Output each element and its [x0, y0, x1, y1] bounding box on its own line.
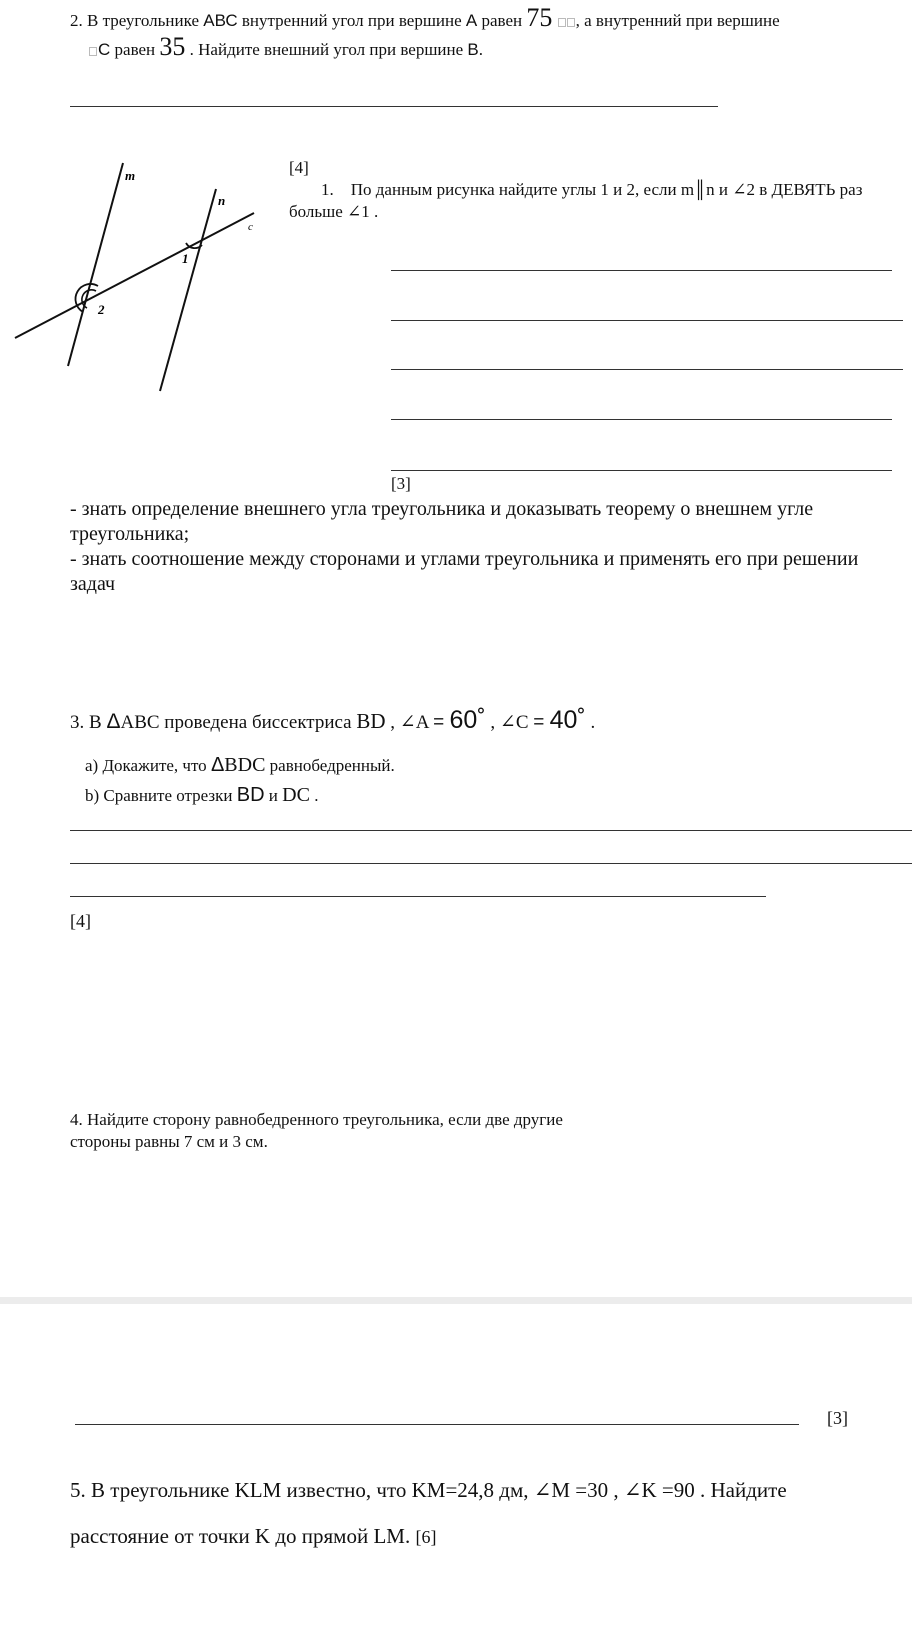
label-2: 2 — [98, 302, 105, 317]
task2-line1: 2. В треугольнике АВС внутренний угол при вершине А равен 75 , а внутренний при вершине — [70, 3, 780, 32]
label-n: n — [218, 193, 226, 208]
answer-line[interactable] — [391, 369, 903, 370]
task1-score-above: [4] — [289, 158, 309, 177]
label-m: m — [125, 168, 136, 183]
page-break — [0, 1297, 912, 1304]
line-c — [15, 213, 254, 338]
line-n — [160, 189, 216, 391]
task1-statement: 1. По данным рисунка найдите углы 1 и 2, если m║n и ∠2 в ДЕВЯТЬ раз больше ∠1 . — [289, 180, 863, 221]
task1-score: [3] — [391, 474, 411, 493]
line-m — [68, 163, 123, 366]
task4-line2: стороны равны 7 см и 3 см. — [70, 1132, 268, 1151]
label-1: 1 — [182, 251, 189, 266]
answer-line[interactable] — [391, 270, 892, 271]
answer-line[interactable] — [70, 830, 912, 831]
answer-line[interactable] — [391, 320, 903, 321]
answer-line[interactable] — [391, 419, 892, 420]
task3-score: [4] — [70, 911, 91, 931]
answer-line[interactable] — [70, 863, 912, 864]
task3-part-a: a) Докажите, что ΔBDC равнобедренный. — [85, 754, 395, 776]
placeholder-box-icon — [567, 18, 575, 27]
task5-score: [6] — [415, 1527, 437, 1547]
objective-1: - знать определение внешнего угла треугольника и доказывать теорему о внешнем угле треугольника; — [70, 498, 814, 545]
task5-line2: расстояние от точки K до прямой LM. [6] — [70, 1524, 437, 1548]
answer-line[interactable] — [70, 106, 718, 107]
answer-line[interactable] — [70, 896, 766, 897]
task5-line1: 5. В треугольнике KLM известно, что KM=24,8 дм, ∠M =30 , ∠K =90 . Найдите — [70, 1478, 787, 1502]
task4-score: [3] — [827, 1408, 848, 1428]
task4-line1: 4. Найдите сторону равнобедренного треугольника, если две другие — [70, 1110, 563, 1129]
task3-part-b: b) Сравните отрезки BD и DC . — [85, 784, 319, 806]
objective-2: - знать соотношение между сторонами и углами треугольника и применять его при решении задач — [70, 548, 859, 595]
placeholder-box-icon — [558, 18, 566, 27]
answer-line[interactable] — [75, 1424, 799, 1425]
parallel-lines-figure — [12, 158, 262, 398]
label-c: c — [248, 221, 253, 233]
answer-line[interactable] — [391, 470, 892, 471]
task3-statement: 3. В ΔABC проведена биссектриса BD , ∠A = 60˚ , ∠C = 40˚ . — [70, 706, 596, 734]
placeholder-box-icon — [89, 47, 97, 56]
task2-statement — [70, 3, 890, 62]
task2-line2: С равен 35 . Найдите внешний угол при вершине В. — [70, 35, 890, 62]
